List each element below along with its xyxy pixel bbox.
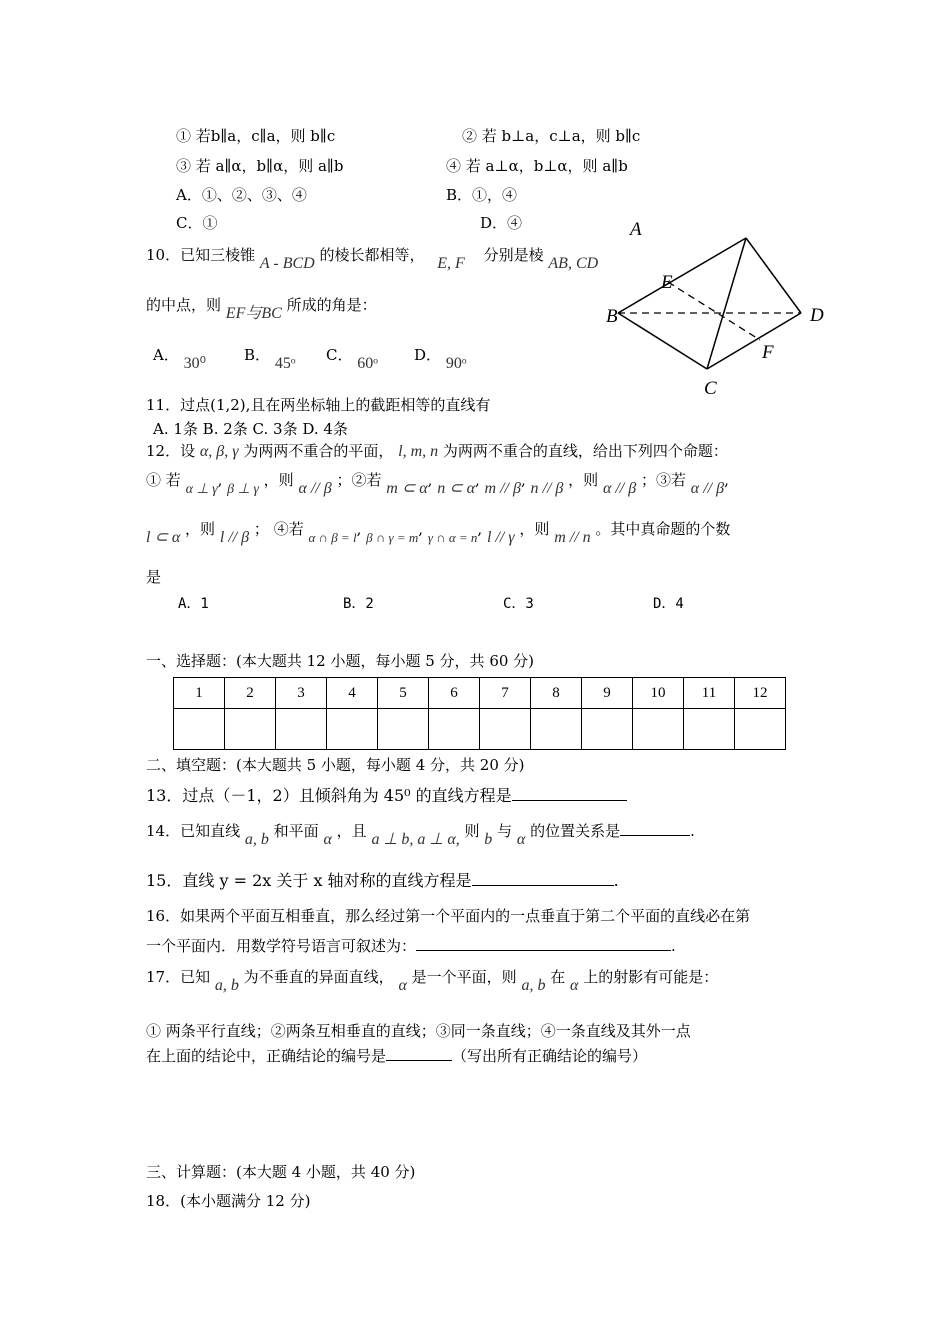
q9-prop-2: ② 若 b⊥a，c⊥a，则 b∥c	[462, 127, 641, 145]
answer-grid-header: 3	[276, 678, 327, 709]
q12-l2-math-7: n // β	[530, 480, 564, 497]
q10-option-c-label: C．	[326, 346, 353, 364]
answer-cell[interactable]	[327, 709, 378, 750]
answer-cell[interactable]	[633, 709, 684, 750]
q10-math-4: EF与BC	[225, 305, 282, 322]
q12-l2-math-9: α // β	[690, 480, 725, 497]
answer-cell[interactable]	[429, 709, 480, 750]
q9-prop-4: ④ 若 a⊥α，b⊥α，则 a∥b	[446, 157, 628, 175]
q14	[146, 821, 695, 848]
q12-line-1	[146, 441, 728, 462]
q12-line-2: ① 若 α ⊥ γ, β ⊥ γ ，则 α // β ；②若 m ⊂ α, n ⊂ α, m // β, n // β ，则 α // β ；③若 α // β,	[146, 471, 729, 497]
q12-l3-text-c: ，则	[519, 520, 550, 538]
q16-line-2	[146, 936, 676, 956]
q12-option-a: A．1	[178, 596, 209, 612]
q14-text-b: 和平面	[273, 822, 319, 840]
answer-grid-header: 1	[174, 678, 225, 709]
edge-bc	[618, 313, 707, 369]
q10-line-2	[146, 295, 377, 322]
q12-option-b: B．2	[343, 596, 374, 612]
q17-math-3: a, b	[521, 977, 546, 994]
q12-l2-math-4: m ⊂ α	[386, 480, 428, 497]
q12-option-d: D．4	[653, 596, 684, 612]
q14-text-f: 的位置关系是	[530, 822, 621, 840]
q13	[146, 786, 627, 806]
answer-grid-header: 4	[327, 678, 378, 709]
q12-l2-text-e: ；③若	[641, 471, 687, 489]
q17-text-e: 上的射影有可能是：	[583, 968, 719, 986]
q10-math-1: A - BCD	[259, 255, 315, 272]
q17-line-2: ① 两条平行直线；②两条互相垂直的直线；③同一条直线；④一条直线及其外一点	[146, 1022, 691, 1040]
answer-grid-header: 7	[480, 678, 531, 709]
q9-option-a: A．①、②、③、④	[176, 186, 307, 204]
q10-option-b	[244, 345, 296, 372]
q12-l3-text-b: ； ④若	[253, 520, 304, 538]
q10-option-d-value: 90ᵒ	[445, 355, 467, 372]
answer-grid-header: 8	[531, 678, 582, 709]
answer-grid-answer-row	[174, 709, 786, 750]
q12-l2-text-a: ① 若	[146, 471, 181, 489]
q10-text-5: 所成的角是：	[286, 296, 377, 314]
q12-l3-math-5: γ ∩ α = n	[427, 530, 478, 545]
q16-text: 一个平面内．用数学符号语言可叙述为：	[146, 937, 417, 955]
q12-l3-math-2: l // β	[219, 529, 250, 546]
q14-math-5: α	[516, 831, 526, 848]
q12-math-planes: α, β, γ	[199, 443, 239, 460]
answer-grid-header: 10	[633, 678, 684, 709]
q14-math-2: α	[323, 831, 332, 848]
answer-grid-header: 9	[582, 678, 633, 709]
q12-l2-math-1: α ⊥ γ	[185, 482, 218, 497]
q9-prop-1: ① 若b∥a，c∥a，则 b∥c	[176, 127, 336, 145]
q15-text: 15．直线 y = 2x 关于 x 轴对称的直线方程是	[146, 871, 472, 890]
q14-text-c: ，且	[336, 822, 367, 840]
q17-text-l3b: （写出所有正确结论的编号）	[452, 1047, 648, 1065]
q12-l3-math-1: l ⊂ α	[146, 529, 181, 546]
answer-grid-header: 11	[684, 678, 735, 709]
q10-option-d	[414, 345, 467, 372]
q12-l2-text-d: ，则	[568, 471, 599, 489]
q12-text-2: 为两两不重合的平面，	[243, 442, 394, 460]
answer-grid-header: 6	[429, 678, 480, 709]
label-b: B	[606, 306, 618, 327]
q12-text-3: 为两两不重合的直线，给出下列四个命题：	[442, 442, 728, 460]
q11-text: 11．过点(1,2),且在两坐标轴上的截距相等的直线有	[146, 396, 491, 414]
q12-text-1: 12．设	[146, 442, 196, 460]
q15	[146, 871, 619, 891]
q13-text: 13．过点（－1，2）且倾斜角为 45⁰ 的直线方程是	[146, 786, 512, 805]
q14-answer-blank[interactable]	[620, 821, 690, 836]
answer-cell[interactable]	[276, 709, 327, 750]
q17-line-3	[146, 1046, 647, 1066]
q14-text-a: 14．已知直线	[146, 822, 241, 840]
tetrahedron-figure	[600, 212, 840, 402]
q12-line-4: 是	[146, 568, 162, 586]
q10-option-b-label: B．	[244, 346, 271, 364]
q10-option-a-value: 30⁰	[183, 355, 207, 372]
q10-option-a-label: A．	[153, 346, 179, 364]
q12-l2-text-c: ；②若	[336, 471, 382, 489]
q9-option-c: C．①	[176, 214, 218, 232]
answer-cell[interactable]	[582, 709, 633, 750]
q10-option-d-label: D．	[414, 346, 442, 364]
answer-cell[interactable]	[378, 709, 429, 750]
q12-l3-text-d: 。其中真命题的个数	[595, 520, 731, 538]
label-f: F	[762, 342, 774, 363]
q15-end: .	[613, 871, 619, 890]
answer-grid-header: 12	[735, 678, 786, 709]
section-3-title: 三、计算题：(本大题 4 小题，共 40 分)	[146, 1163, 416, 1181]
q17-math-4: α	[570, 977, 579, 994]
q17-text-d: 在	[550, 968, 566, 986]
q10-text-1: 10．已知三棱锥	[146, 246, 256, 264]
label-e: E	[661, 272, 673, 293]
q14-math-1: a, b	[244, 831, 269, 848]
q16-line-1: 16．如果两个平面互相垂直，那么经过第一个平面内的一点垂直于第二个平面的直线必在第	[146, 907, 751, 925]
q12-l2-math-6: m // β	[484, 480, 521, 497]
q10-option-b-value: 45ᵒ	[274, 355, 296, 372]
q14-math-4: b	[484, 831, 493, 848]
q18-heading: 18．(本小题满分 12 分)	[146, 1192, 311, 1210]
q10-option-c-value: 60ᵒ	[357, 355, 378, 372]
q14-math-3: a ⊥ b, a ⊥ α,	[371, 831, 460, 848]
q10-text-4: 的中点，则	[146, 296, 222, 314]
q17-math-1: a, b	[214, 977, 239, 994]
q11-options: A. 1条 B. 2条 C. 3条 D. 4条	[153, 420, 348, 438]
q17-math-2: α	[398, 977, 407, 994]
q14-end: .	[690, 822, 695, 840]
q9-prop-3: ③ 若 a∥α，b∥α，则 a∥b	[176, 157, 344, 175]
q9-option-d: D．④	[480, 214, 523, 232]
q12-l3-math-6: l // γ	[486, 529, 515, 546]
q10-option-a	[153, 345, 207, 372]
segment-ef	[668, 282, 760, 340]
q10-option-c	[326, 345, 378, 372]
q12-l2-math-5: n ⊂ α	[437, 480, 475, 497]
q13-answer-blank[interactable]	[512, 786, 627, 801]
answer-cell[interactable]	[225, 709, 276, 750]
q12-line-3: l ⊂ α ，则 l // β ； ④若 α ∩ β = l, β ∩ γ = m, γ ∩ α = n, l // γ ，则 m // n 。其中真命题的个数	[146, 520, 731, 546]
q9-option-b: B．①，④	[446, 186, 518, 204]
answer-cell[interactable]	[480, 709, 531, 750]
q12-l2-text-b: ，则	[263, 471, 294, 489]
answer-cell[interactable]	[174, 709, 225, 750]
q17-line-1	[146, 967, 719, 994]
answer-cell[interactable]	[684, 709, 735, 750]
q12-option-c: C．3	[503, 596, 534, 612]
q12-l2-math-8: α // β	[602, 480, 637, 497]
label-c: C	[704, 378, 717, 399]
edge-ad	[746, 238, 801, 313]
q10-text-3: 分别是棱	[483, 246, 544, 264]
section-1-title: 一、选择题：(本大题共 12 小题，每小题 5 分，共 60 分)	[146, 652, 535, 670]
q10-math-3: AB, CD	[548, 255, 599, 272]
q10-math-2: E, F	[437, 255, 465, 272]
q12-l2-math-3: α // β	[298, 480, 332, 497]
q15-answer-blank[interactable]	[472, 871, 614, 886]
q17-text-l3a: 在上面的结论中，正确结论的编号是	[146, 1047, 387, 1065]
q10-text-2: 的棱长都相等，	[319, 246, 425, 264]
q12-l2-math-2: β ⊥ γ	[227, 482, 259, 497]
q16-end: .	[671, 937, 676, 955]
q12-l3-math-4: β ∩ γ = m	[366, 530, 419, 545]
answer-grid-header: 5	[378, 678, 429, 709]
q16-answer-blank[interactable]	[416, 936, 671, 951]
answer-cell[interactable]	[735, 709, 786, 750]
q17-answer-blank[interactable]	[386, 1046, 452, 1061]
answer-grid-header: 2	[225, 678, 276, 709]
q12-l3-text-a: ，则	[185, 520, 216, 538]
answer-grid	[173, 677, 786, 750]
answer-grid-header-row	[174, 678, 786, 709]
q14-text-e: 与	[497, 822, 513, 840]
label-a: A	[630, 219, 642, 240]
q17-text-b: 为不垂直的异面直线，	[243, 968, 394, 986]
answer-cell[interactable]	[531, 709, 582, 750]
q10-line-1	[146, 245, 599, 272]
q12-l3-math-3: α ∩ β = l	[308, 530, 357, 545]
q12-math-lines: l, m, n	[398, 443, 439, 460]
section-2-title: 二、填空题：(本大题共 5 小题，每小题 4 分，共 20 分)	[146, 756, 525, 774]
q17-text-c: 是一个平面，则	[411, 968, 517, 986]
q14-text-d: 则	[464, 822, 480, 840]
label-d: D	[810, 305, 824, 326]
q17-text-a: 17．已知	[146, 968, 211, 986]
q12-l3-math-7: m // n	[554, 529, 591, 546]
